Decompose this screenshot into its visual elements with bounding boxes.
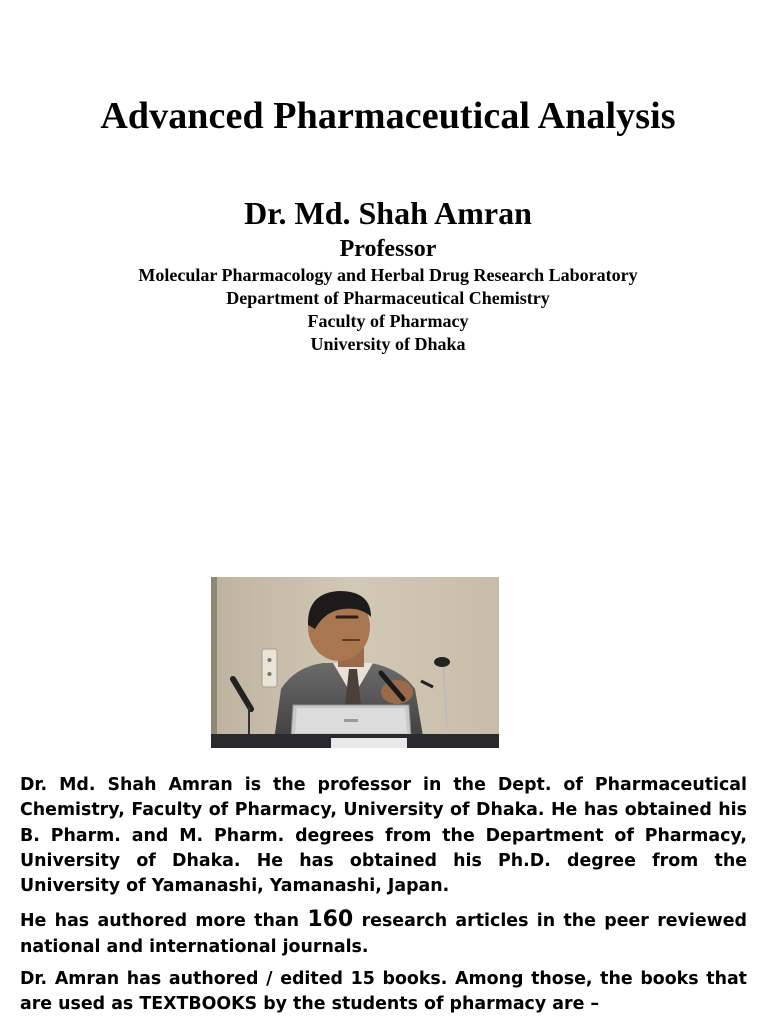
author-photo — [211, 577, 499, 748]
author-name: Dr. Md. Shah Amran — [244, 195, 532, 231]
document-title: Advanced Pharmaceutical Analysis — [100, 95, 676, 137]
bio-publications-prefix: He has authored more than — [20, 911, 308, 932]
author-role: Professor — [339, 236, 437, 262]
bio-paragraph-books: Dr. Amran has authored / edited 15 books. Among those, the books that are used as TEXTBOOKS by the students of pharmacy are – — [20, 969, 747, 1015]
affiliation-lab: Molecular Pharmacology and Herbal Drug Research Laboratory — [138, 265, 638, 285]
article-count: 160 — [307, 907, 354, 933]
author-block — [0, 194, 768, 356]
bio-paragraph-education: Dr. Md. Shah Amran is the professor in the Dept. of Pharmaceutical Chemistry, Faculty of Pharmacy, University of Dhaka. He has obtained his B. Pharm. and M. Pharm. degrees from the Department of Pharmacy, University of Dhaka. He has obtained his Ph.D. degree from the University of Yamanashi, Yamanashi, Japan. — [20, 775, 747, 897]
affiliation-university: University of Dhaka — [310, 334, 466, 354]
bio-paragraph-publications — [20, 907, 747, 960]
affiliation-faculty: Faculty of Pharmacy — [307, 311, 469, 331]
affiliation-department: Department of Pharmaceutical Chemistry — [226, 288, 550, 308]
bio-section — [20, 773, 747, 1018]
bio-publications-suffix: research articles in the peer reviewed national and international journals. — [20, 911, 747, 957]
